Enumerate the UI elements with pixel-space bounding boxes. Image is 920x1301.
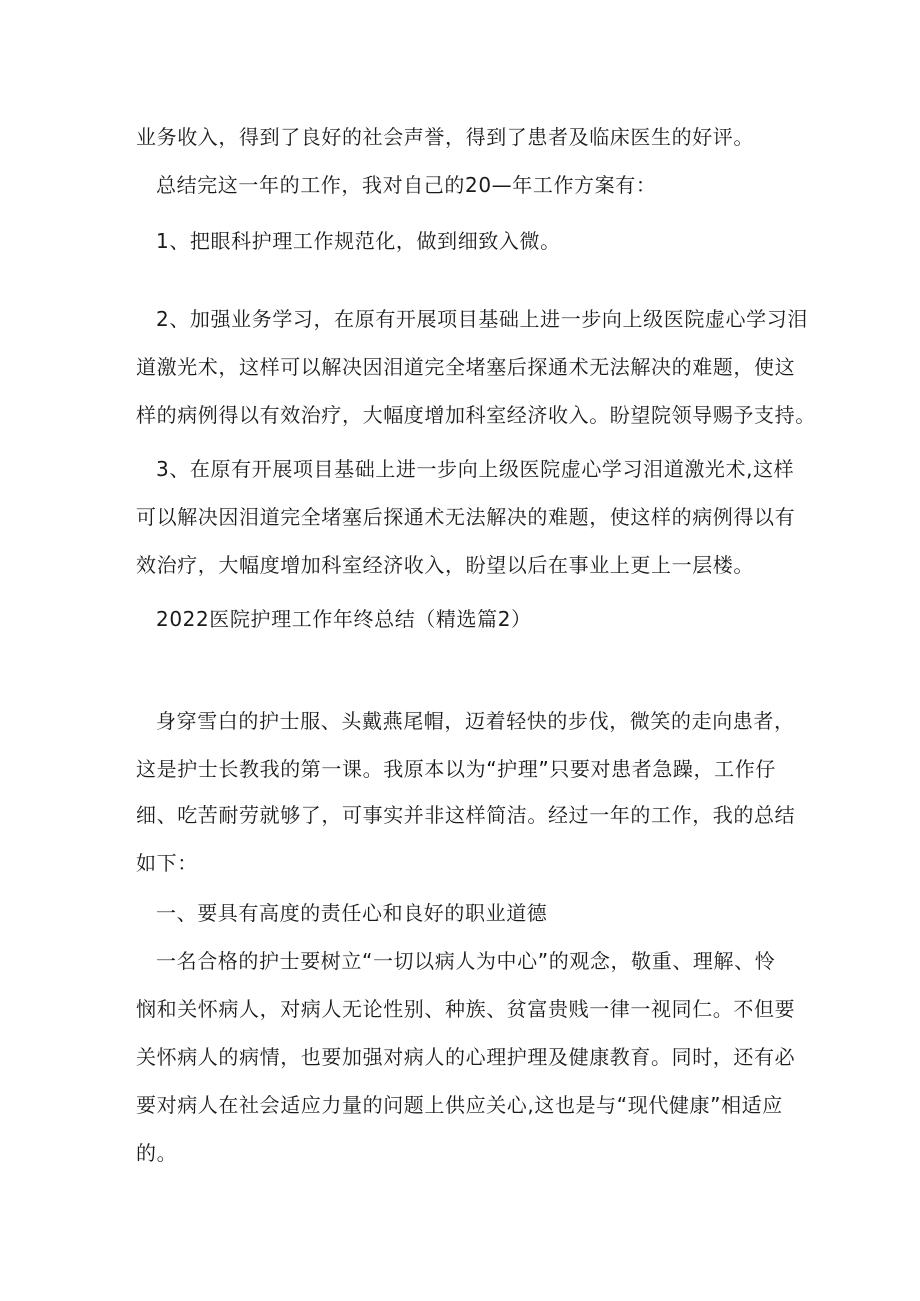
text-line: 的。 bbox=[136, 1141, 178, 1165]
text-line: 关怀病人的病情，也要加强对病人的心理护理及健康教育。同时，还有必 bbox=[136, 1045, 796, 1069]
text-line: 这是护士长教我的第一课。我原本以为“护理”只要对患者急躁，工作仔 bbox=[136, 757, 776, 781]
text-line: 可以解决因泪道完全堵塞后探通术无法解决的难题，使这样的病例得以有 bbox=[136, 505, 796, 529]
text-line: 道激光术，这样可以解决因泪道完全堵塞后探通术无法解决的难题，使这 bbox=[136, 355, 796, 379]
list-item: 3、在原有开展项目基础上进一步向上级医院虚心学习泪道激光术,这样 bbox=[156, 457, 795, 481]
text-line: 一名合格的护士要树立“一切以病人为中心”的观念，敬重、理解、怜 bbox=[156, 949, 776, 973]
section-title: 2022医院护理工作年终总结（精选篇2） bbox=[156, 607, 532, 631]
text-line: 细、吃苦耐劳就够了，可事实并非这样简洁。经过一年的工作，我的总结 bbox=[136, 803, 796, 827]
text-line: 样的病例得以有效治疗，大幅度增加科室经济收入。盼望院领导赐予支持。 bbox=[136, 403, 816, 427]
text-line: 要对病人在社会适应力量的问题上供应关心,这也是与“现代健康”相适应 bbox=[136, 1093, 783, 1117]
text-line: 总结完这一年的工作，我对自己的20—年工作方案有： bbox=[156, 173, 657, 197]
list-item: 1、把眼科护理工作规范化，做到细致入微。 bbox=[156, 229, 561, 253]
text-line: 如下： bbox=[136, 851, 198, 875]
section-heading: 一、要具有高度的责任心和良好的职业道德 bbox=[156, 901, 548, 925]
list-item: 2、加强业务学习，在原有开展项目基础上进一步向上级医院虚心学习泪 bbox=[156, 307, 808, 331]
text-line: 效治疗，大幅度增加科室经济收入，盼望以后在事业上更上一层楼。 bbox=[136, 553, 754, 577]
text-line: 业务收入，得到了良好的社会声誉，得到了患者及临床医生的好评。 bbox=[136, 125, 754, 149]
text-line: 悯和关怀病人，对病人无论性别、种族、贫富贵贱一律一视同仁。不但要 bbox=[136, 997, 796, 1021]
text-line: 身穿雪白的护士服、头戴燕尾帽，迈着轻快的步伐，微笑的走向患者， bbox=[156, 709, 795, 733]
